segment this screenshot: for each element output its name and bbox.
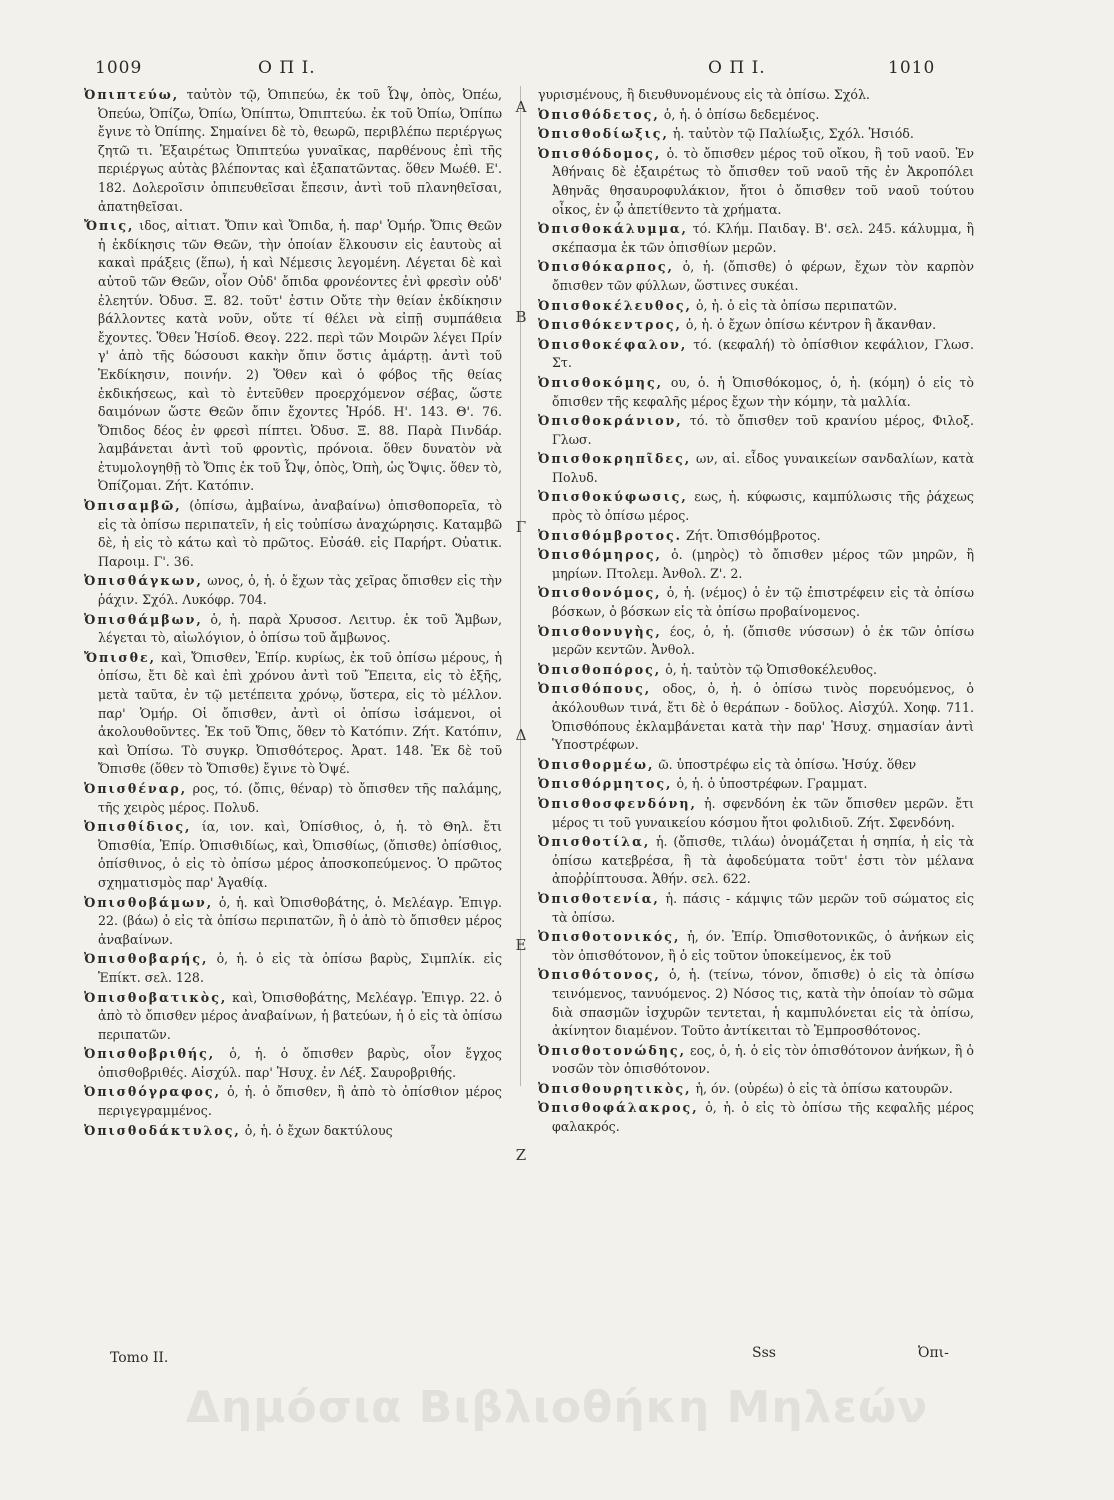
entry-headword: Ὄπισθε, [84,649,157,665]
entry-headword: Ὀπισθέναρ, [84,780,188,796]
right-running-head: Ο Π Ι. [708,58,766,78]
left-running-head: Ο Π Ι. [258,58,316,78]
dictionary-entry [84,1083,502,1120]
catchword: Ὀπι- [918,1345,949,1361]
entry-definition: καὶ, Ὀπισθοβάτης, Μελέαγρ. Ἐπιγρ. 22. ὁ ἀπὸ τὸ ὄπισθεν μέρος ἀναβαίνων, ἡ βατεύων, ἡ ὁ εἰς τὰ ὀπίσω περιπατῶν. [98,989,502,1042]
dictionary-entry [538,220,974,257]
entry-definition: καὶ, Ὄπισθεν, Ἐπίρ. κυρίως, ἐκ τοῦ ὀπίσω μέρους, ἡ ὀπίσω, ἔτι δὲ καὶ ἐπὶ χρόνου ἀντὶ τοῦ Ἔπειτα, εἰς τὸ ἑξῆς, μετὰ ταῦτα, ἐν τῷ μετέπειτα χρόνῳ, ὕστερα, εἰς τὸ μέλλον. παρ' Ὁμήρ. Οἱ ὄπισθεν, ἀντὶ οἱ ὀπίσω ἰσάμενοι, οἱ ἀκολουθοῦντες. Ἐκ τοῦ Ὄπις, ὅθεν τὸ Κατόπιν. Ζήτ. Κατόπιν, καὶ Ὀπίσω. Τὸ συγκρ. Ὀπισθότερος. Ἀρατ. 148. Ἐκ δὲ τοῦ Ὄπισθε (ὅθεν τὸ Ὄπισθε) ἔγινε τὸ Ὀψέ. [98,649,502,777]
entry-definition: εος, ὁ, ἡ. ὁ εἰς τὸν ὀπισθότονον ἀνήκων, ἢ ὁ νοσῶν τὸν ὀπισθότονον. [552,1042,974,1077]
dictionary-entry [538,833,974,889]
dictionary-entry [538,1080,974,1099]
entry-definition: ὁ, ἡ. ταὐτὸν τῷ Ὀπισθοκέλευθος. [665,661,877,677]
entry-definition: ὁ, ἡ. ὁ ἔχων δακτύλους [244,1122,393,1138]
entry-headword: Ὀπισθουρητικὸς, [538,1080,692,1096]
dictionary-entry [538,680,974,754]
entry-definition: ὁ, ἡ. ὁ ὀπίσω δεδεμένος. [663,106,820,122]
entry-definition: τό. Κλήμ. Παιδαγ. Β'. σελ. 245. κάλυμμα, ἢ σκέπασμα ἐκ τῶν ὀπισθίων μερῶν. [552,221,974,255]
right-page-number: 1010 [888,58,936,78]
entry-definition: ὁ, ἡ. (τείνω, τόνον, ὄπισθε) ὁ εἰς τὰ ὀπίσω τεινόμενος, τανυόμενος. 2) Νόσος τις, κατὰ τὴν ὁποίαν τὸ σῶμα διὰ σπασμῶν ἰσχυρῶν τεντεται, ἡ καμπυλόνεται εἰς τὰ ὀπίσω, ἀκίνητον διαμένον. Τοῦτο ἀντίκειται τὸ Ἐμπροσθότονος. [552,967,974,1039]
section-marker: Ζ [515,1146,527,1164]
entry-headword: Ὀπισθόμηρος, [538,547,662,563]
entry-headword: Ὀπισθοβριθής, [84,1046,216,1062]
dictionary-entry [84,497,502,571]
right-column [538,86,974,1138]
entry-definition: ία, ιον. καὶ, Ὀπίσθιος, ὁ, ἡ. τὸ Θηλ. ἔτι Ὀπισθία, Ἐπίρ. Ὀπισθιδίως, καὶ, Ὀπισθίως, (ὄπισθε) ὀπίσθιος, ὀπίσθινος, ὁ εἰς τὸ ὀπίσω μέρος ἀποσκοπεύμενος. Ὁ πρῶτος σχηματισμὸς παρ' Ἀγαθίᾳ. [98,819,502,890]
dictionary-entry [84,572,502,609]
dictionary-entry [538,756,974,775]
entry-definition: ἡ. ταὐτὸν τῷ Παλίωξις, Σχόλ. Ἡσιόδ. [672,126,914,142]
dictionary-entry [538,258,974,295]
dictionary-entry [84,217,502,496]
dictionary-entry [538,374,974,411]
entry-headword: Ὀπισθορμέω, [538,756,655,772]
entry-definition: ὁ, ἡ. ὁ εἰς τὸ ὀπίσω τῆς κεφαλῆς μέρος φαλακρός. [552,1100,974,1135]
entry-headword: Ὀπισθοκρηπῖδες, [538,451,692,467]
entry-headword: Ὀπισθοκράνιον, [538,413,683,429]
entry-headword: Ὀπισθίδιος, [84,819,192,835]
entry-definition: ρος, τό. (ὄπις, θέναρ) τὸ ὄπισθεν τῆς παλάμης, τῆς χειρὸς μέρος. Πολυδ. [98,780,502,815]
entry-definition: Ζήτ. Ὀπισθόμβροτος. [686,527,821,543]
dictionary-entry [538,546,974,583]
entry-headword: Ὀπισθοτονικός, [538,929,681,945]
dictionary-entry [538,775,974,794]
dictionary-entry [538,966,974,1040]
entry-headword: Ὀπισθοσφενδόνη, [538,795,697,811]
entry-headword: Ὀπισθονυγὴς, [538,623,662,639]
dictionary-entry [84,894,502,950]
entry-definition: γυρισμένους, ἢ διευθυνομένους εἰς τὰ ὀπίσω. Σχόλ. [538,87,870,102]
dictionary-entry [538,1042,974,1079]
entry-headword: Ὀπισθοδάκτυλος, [84,1122,241,1138]
entry-headword: Ὄπις, [84,218,135,234]
dictionary-entry [84,1122,502,1141]
dictionary-entry [538,145,974,219]
entry-headword: Ὀπισθότονος, [538,967,661,983]
entry-definition: ὁ, ἡ. ὁ ὄπισθεν, ἢ ἀπὸ τὸ ὀπίσθιον μέρος περιγεγραμμένος. [98,1084,502,1119]
entry-definition: (ὀπίσω, ἀμβαίνω, ἀναβαίνω) ὀπισθοπορεῖα, τὸ εἰς τὰ ὀπίσω περιπατεῖν, ἡ εἰς τοὐπίσω ἀναχώρησις. Καταμβῶ δὲ, ἡ εἰς τὸ κάτω καὶ τὸ πρῶτος. Εὐσάθ. εἰς Παρήρτ. Οὐατικ. Παροιμ. Γ'. 36. [98,498,502,569]
library-watermark: Δημόσια Βιβλιοθήκη Μηλεών [185,1382,929,1433]
dictionary-entry [538,297,974,316]
entry-headword: Ὀπισθόπους, [538,681,652,697]
entry-headword: Ὀπισθάμβων, [84,611,203,627]
dictionary-entry [84,86,502,216]
entry-headword: Ὀπισθόκεντρος, [538,317,682,333]
entry-definition: ἡ, όν. Ἐπίρ. Ὀπισθοτονικῶς, ὁ ἀνήκων εἰς τὸν ὀπισθότονον, ἢ ὁ εἰς τοῦτον ὑποκείμενος, ἐκ τοῦ [552,929,974,963]
signature-mark: Sss [752,1345,776,1361]
entry-headword: Ὀπισθάγκων, [84,573,203,589]
dictionary-entry [538,527,974,546]
left-page-number: 1009 [95,58,143,78]
entry-headword: Ὀπισθοκύφωσις, [538,489,688,505]
entry-headword: Ὀπισθοκόμης, [538,374,664,390]
dictionary-entry [538,928,974,965]
dictionary-entry [538,125,974,144]
entry-definition: ὁ. (μηρὸς) τὸ ὄπισθεν μέρος τῶν μηρῶν, ἢ μηρίων. Πτολεμ. Ἀνθολ. Ζ'. 2. [552,547,974,581]
entry-definition: έος, ὁ, ἡ. (ὄπισθε νύσσων) ὁ ἐκ τῶν ὀπίσω μερῶν κεντῶν. Ἀνθολ. [552,623,974,658]
section-marker: Δ [515,726,527,744]
entry-headword: Ὀπισθοτονώδης, [538,1042,686,1058]
volume-label: Tomo II. [110,1350,169,1366]
entry-definition: εως, ἡ. κύφωσις, καμπύλωσις τῆς ῥάχεως πρὸς τὸ ὀπίσω μέρος. [552,489,974,524]
dictionary-entry [538,661,974,680]
dictionary-entry [538,488,974,525]
entry-headword: Ὀπισθόδομος, [538,145,662,161]
dictionary-entry [84,818,502,892]
dictionary-entry [538,584,974,621]
section-marker: Γ [515,518,527,536]
dictionary-entry [538,106,974,125]
entry-definition: ιδος, αἰτιατ. Ὄπιν καὶ Ὄπιδα, ἡ. παρ' Ὁμήρ. Ὄπις Θεῶν ἡ ἐκδίκησις τῶν Θεῶν, τὴν ὁποίαν ἕλκουσιν εἰς ἑαυτοὺς αἱ κακαὶ πράξεις (ἕπω), ἡ καὶ Νέμεσις λεγομένη. Λέγεται δὲ καὶ αὐτοῦ τῶν Θεῶν, οἷον Οὐδ' ὄπιδα φρονέοντες ἐνὶ φρεσὶν οὐδ' ἐλεητύν. Ὀδυσ. Ξ. 82. τοῦτ' ἐστιν Οὔτε τὴν θείαν ἐκδίκησιν βάλλοντες κατὰ νοῦν, οὔτε τί θέλει νὰ εἰπῇ συμπάθεια ἔχοντες. Ὅθεν Ἡσίοδ. Θεογ. 222. περὶ τῶν Μοιρῶν λέγει Πρίν γ' ἀπὸ τῆς δώσουσι κακὴν ὄπιν ὅστις ἁμάρτῃ. ἀντὶ τοῦ Ἐκδίκησιν, ποινήν. 2) Ὅθεν καὶ ὁ φόβος τῆς θείας ἐκδικήσεως, καὶ τὸ ἐντεῦθεν προερχόμενον σέβας, ὥστε δαιμόνων ὥστε Θεῶν ὄπιν ἔχοντες Ἡρόδ. Η'. 143. Θ'. 76. Ὄπιδος δέος ἐν φρεσὶ πίπτει. Ὀδυσ. Ξ. 88. Παρὰ Πινδάρ. λαμβάνεται ἀντὶ τοῦ φροντὶς, πρόνοια. ὅθεν δυνατὸν νὰ ἐτυμολογηθῇ τὸ Ὄπις ἐκ τοῦ Ὦψ, ὀπὸς, Ὀπὴ, ὡς Ὄψις. ὅθεν τὸ, Ὀπίζομαι. Ζήτ. Κατόπιν. [98,218,502,494]
entry-definition: ὁ, ἡ. ὁ εἰς τὰ ὀπίσω περιπατῶν. [695,297,898,313]
entry-headword: Ὀπισθονόμος, [538,585,662,601]
section-marker: Β [515,308,527,326]
entry-definition: ὁ. τὸ ὄπισθεν μέρος τοῦ οἴκου, ἢ τοῦ ναοῦ. Ἐν Ἀθήναις δὲ ἐξαιρέτως τὸ ὄπισθεν τοῦ ναοῦ τῆς ἐν Ἀκροπόλει Ἀθηνᾶς θησαυροφυλάκιον, ἤτοι ὁ ὄπισθεν τοῦ ναοῦ τούτου οἶκος, ἐν ᾧ ἀπετίθεντο τὰ χρήματα. [552,145,974,217]
entry-definition: ὁ, ἡ. ὁ ὑποστρέφων. Γραμματ. [676,776,868,792]
entry-definition: ἡ. (ὄπισθε, τιλάω) ὀνομάζεται ἡ σηπία, ἡ εἰς τὰ ὀπίσω κατεβρέσα, ἢ τὰ ἀφοδεύματα τοῦτ' ἐστι τὸν μέλανα ἀποῤῥίπτουσα. Ἀθήν. σελ. 622. [552,834,974,887]
entry-definition: ὁ, ἡ. ὁ ὄπισθεν βαρὺς, οἷον ἔγχος ὀπισθοβριθές. Αἰσχύλ. παρ' Ἡσυχ. ἐν Λέξ. Σαυροβριθής. [98,1046,502,1080]
entry-definition: ὁ, ἡ. παρὰ Χρυσοσ. Λειτυρ. ἐκ τοῦ Ἄμβων, λέγεται τὸ, αἰωλόγιον, ὁ ὀπίσω τοῦ ἄμβωνος. [98,611,502,646]
entry-headword: Ὀπισθόδετος, [538,106,660,122]
dictionary-entry [84,950,502,987]
dictionary-entry [538,316,974,335]
left-column [84,86,502,1141]
entry-headword: Ὀπισθοδίωξις, [538,126,669,142]
dictionary-entry [538,890,974,927]
section-marker: Ε [515,936,527,954]
entry-headword: Ὀπισθόγραφος, [84,1084,221,1100]
entry-definition: ταὐτὸν τῷ, Ὀπιπεύω, ἐκ τοῦ Ὦψ, ὀπὸς, Ὀπέω, Ὀπεύω, Ὀπίζω, Ὀπίω, Ὀπίπτω, Ὀπιπτεύω. ἐκ τοῦ Ὀπίω, Ὀπίπω ἔγινε τὸ Ὀπίπης. Σημαίνει δὲ τὸ, θεωρῶ, περιβλέπω περιέργως ζητῶ τι. Ἐξαιρέτως Ὀπιπτεύω γυναῖκας, παρθένους ἐπὶ τῆς περιέργως αὐτὰς βλέποντας καὶ ἐξαπατῶντας. ὅθεν Μωέθ. Ε'. 182. Δολεροῖσιν ὀπιπευθεῖσαι ἔπεσιν, ἀντὶ τοῦ πλανηθεῖσαι, ἀπατηθεῖσαι. [98,87,502,214]
section-marker: Α [515,98,527,116]
entry-definition: ὁ, ἡ. ὁ ἔχων ὀπίσω κέντρον ἢ ἄκανθαν. [685,317,937,333]
entry-definition: τό. (κεφαλή) τὸ ὀπίσθιον κεφάλιον, Γλωσ. Στ. [552,336,974,371]
entry-definition: ων, αἱ. εἶδος γυναικείων σανδαλίων, κατὰ Πολυδ. [552,451,974,485]
entry-headword: Ὀπισαμβῶ, [84,498,182,514]
entry-headword: Ὀπισθοκέφαλον, [538,336,688,352]
entry-headword: Ὀπισθοβατικὸς, [84,989,228,1005]
entry-headword: Ὀπισθόρμητος, [538,776,673,792]
dictionary-entry [538,1099,974,1136]
entry-definition: οδος, ὁ, ἡ. ὁ ὀπίσω τινὸς πορευόμενος, ὁ ἀκόλουθων τινά, ἔτι δὲ ὁ θεράπων - δοῦλος. Αἰσχύλ. Χοηφ. 711. Ὀπισθόπους ἐκλαμβάνεται κατὰ τὴν παρ' Ἡσυχ. σημασίαν ἀντὶ Ὑποστρέφων. [552,681,974,753]
entry-headword: Ὀπισθοβάμων, [84,894,214,910]
dictionary-entry [538,450,974,487]
dictionary-entry [538,86,974,105]
dictionary-entry [84,611,502,648]
entry-definition: ὁ, ἡ. (ὄπισθε) ὁ φέρων, ἔχων τὸν καρπὸν ὄπισθεν τῶν φύλλων, ὥστινες συκέαι. [552,259,974,293]
dictionary-entry [84,1045,502,1082]
dictionary-entry [538,795,974,832]
entry-headword: Ὀπισθοπόρος, [538,661,662,677]
dictionary-entry [84,989,502,1045]
entry-headword: Ὀπισθοκέλευθος, [538,297,692,313]
entry-headword: Ὀπισθοβαρής, [84,951,209,967]
dictionary-entry [538,336,974,373]
entry-headword: Ὀπισθόμβροτος. [538,527,683,543]
entry-definition: ὁ, ἡ. (νέμος) ὁ ἐν τῷ ἐπιστρέφειν εἰς τὰ ὀπίσω βόσκων, ὁ βόσκων εἰς τὰ ὀπίσω προβαίνομενος. [552,585,974,620]
entry-definition: ἡ. σφενδόνη ἐκ τῶν ὄπισθεν μερῶν. ἔτι μέρος τι τοῦ γυναικείου κόσμου ἤτοι φολιδιοῦ. Ζήτ. Σφενδόνη. [552,795,974,830]
entry-definition: τό. τὸ ὄπισθεν τοῦ κρανίου μέρος, Φιλοξ. Γλωσ. [552,413,974,447]
entry-headword: Ὀπισθοτίλα, [538,834,651,850]
entry-headword: Ὀπισθοφάλακρος, [538,1100,699,1116]
dictionary-entry [84,649,502,779]
entry-definition: ὁ, ἡ. καὶ Ὀπισθοβάτης, ὁ. Μελέαγρ. Ἐπιγρ. 22. (βάω) ὁ εἰς τὰ ὀπίσω περιπατῶν, ἢ ὁ ἀπὸ τὸ ὄπισθεν μέρος ἀναβαίνων. [98,894,502,947]
entry-definition: ἡ, όν. (οὐρέω) ὁ εἰς τὰ ὀπίσω κατουρῶν. [695,1080,953,1096]
entry-definition: ῶ. ὑποστρέφω εἰς τὰ ὀπίσω. Ἡσύχ. ὅθεν [658,756,917,772]
entry-headword: Ὀπισθοτενία, [538,890,660,906]
entry-definition: ἡ. πάσις - κάμψις τῶν μερῶν τοῦ σώματος εἰς τὰ ὀπίσω. [552,890,974,925]
entry-headword: Ὀπιπτεύω, [84,87,180,102]
entry-definition: ωνος, ὁ, ἡ. ὁ ἔχων τὰς χεῖρας ὄπισθεν εἰς τὴν ῥάχιν. Σχόλ. Λυκόφρ. 704. [98,573,502,608]
entry-headword: Ὀπισθόκαρπος, [538,259,674,275]
dictionary-entry [538,412,974,449]
entry-headword: Ὀπισθοκάλυμμα, [538,221,688,237]
dictionary-entry [538,623,974,660]
entry-definition: ου, ὁ. ἡ Ὀπισθόκομος, ὁ, ἡ. (κόμη) ὁ εἰς τὸ ὄπισθεν τῆς κεφαλῆς μέρος ἔχων τὴν κόμην, τὰ μαλλία. [552,374,974,409]
dictionary-entry [84,780,502,817]
entry-definition: ὁ, ἡ. ὁ εἰς τὰ ὀπίσω βαρὺς, Σιμπλίκ. εἰς Ἐπίκτ. σελ. 128. [98,951,502,985]
